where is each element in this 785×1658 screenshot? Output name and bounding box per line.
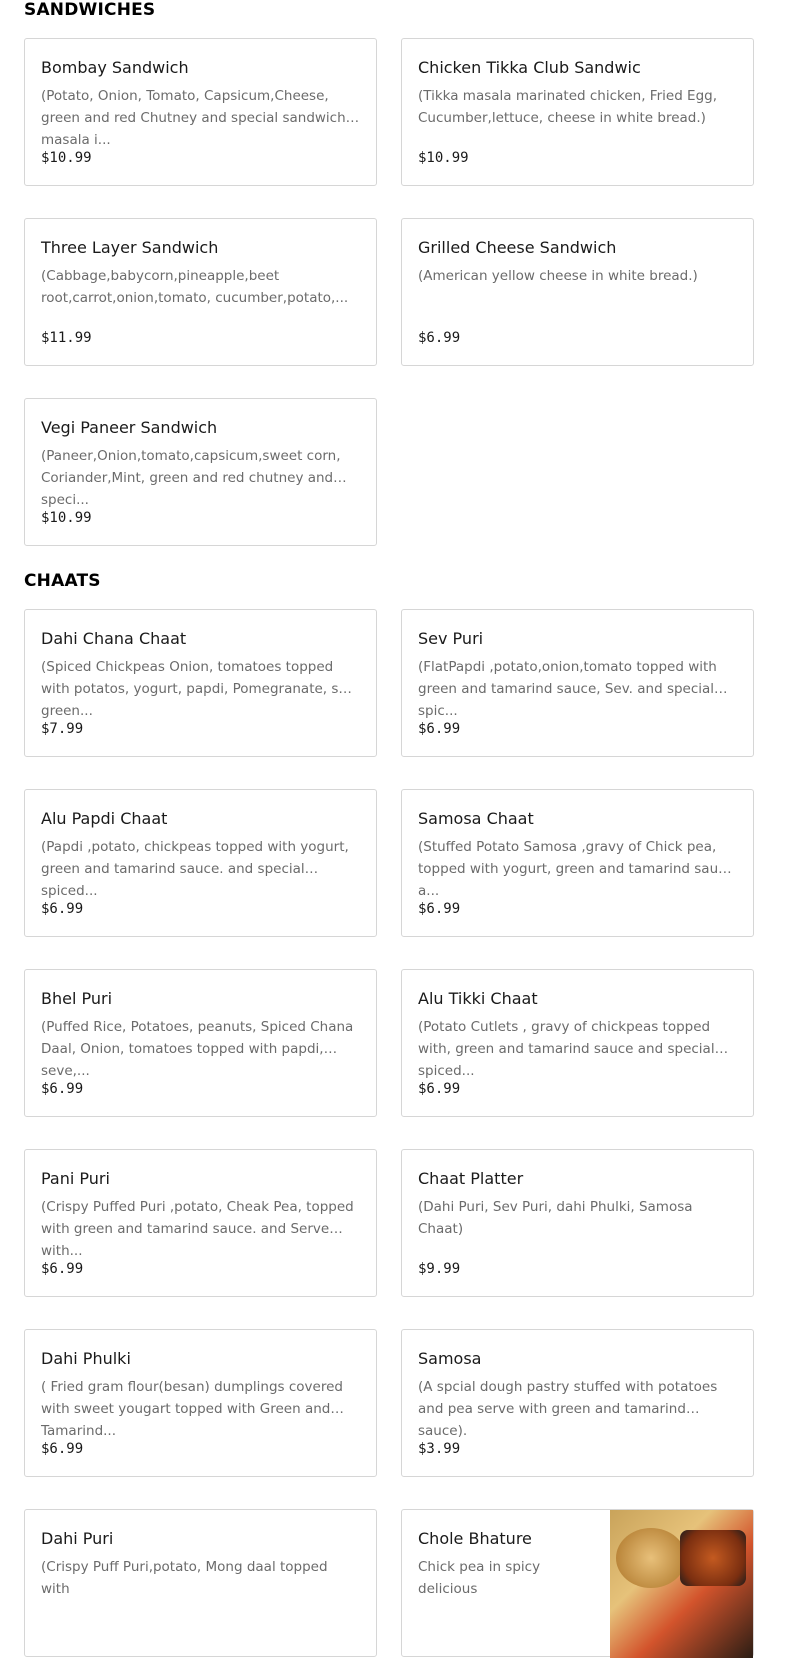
menu-item-samosa[interactable] <box>401 1329 754 1477</box>
item-price: $10.99 <box>41 150 92 166</box>
item-name: Dahi Phulki <box>41 1349 131 1368</box>
item-description: (Dahi Puri, Sev Puri, dahi Phulki, Samosa Chaat) <box>418 1199 693 1237</box>
item-price: $6.99 <box>41 1081 84 1097</box>
item-name: Bhel Puri <box>41 989 113 1008</box>
menu-item-chaat-platter[interactable] <box>401 1149 754 1297</box>
item-name: Alu Tikki Chaat <box>418 989 538 1008</box>
item-description: (FlatPapdi ,potato,onion,tomato topped with green and tamarind sauce, Sev. and special spic... <box>418 659 717 719</box>
menu-item-dahi-phulki[interactable] <box>24 1329 377 1477</box>
menu-item-chole-bhature[interactable] <box>401 1509 754 1657</box>
menu-item-sev-puri[interactable] <box>401 609 754 757</box>
item-name: Pani Puri <box>41 1169 110 1188</box>
item-name: Grilled Cheese Sandwich <box>418 238 617 257</box>
item-price: $6.99 <box>418 721 461 737</box>
section-title-chaats: CHAATS <box>24 571 101 591</box>
item-price: $7.99 <box>41 721 84 737</box>
item-price: $6.99 <box>418 901 461 917</box>
menu-item-pani-puri[interactable] <box>24 1149 377 1297</box>
item-description: (Potato, Onion, Tomato, Capsicum,Cheese, green and red Chutney and special sandwich masala i... <box>41 88 346 148</box>
item-price: $10.99 <box>418 150 469 166</box>
section-title-sandwiches: SANDWICHES <box>24 0 156 20</box>
item-description: (Potato Cutlets , gravy of chickpeas topped with, green and tamarind sauce and special spiced... <box>418 1019 715 1079</box>
item-price: $3.99 <box>418 1441 461 1457</box>
item-name: Dahi Chana Chaat <box>41 629 187 648</box>
item-name: Alu Papdi Chaat <box>41 809 168 828</box>
item-description: Chick pea in spicy delicious <box>418 1559 541 1597</box>
item-price: $10.99 <box>41 510 92 526</box>
item-description: (Papdi ,potato, chickpeas topped with yogurt, green and tamarind sauce. and special spiced... <box>41 839 349 899</box>
item-photo <box>610 1510 753 1658</box>
chole-bowl <box>680 1530 746 1586</box>
item-price: $6.99 <box>418 330 461 346</box>
item-description: (Puffed Rice, Potatoes, peanuts, Spiced Chana Daal, Onion, tomatoes topped with papdi, seve,... <box>41 1019 354 1079</box>
item-price: $6.99 <box>41 1441 84 1457</box>
menu-item-grilled-cheese-sandwich[interactable] <box>401 218 754 366</box>
item-name: Sev Puri <box>418 629 484 648</box>
menu-item-samosa-chaat[interactable] <box>401 789 754 937</box>
menu-item-dahi-chana-chaat[interactable] <box>24 609 377 757</box>
menu-item-chicken-tikka-club-sandwich[interactable] <box>401 38 754 186</box>
item-name: Samosa <box>418 1349 482 1368</box>
menu-item-alu-papdi-chaat[interactable] <box>24 789 377 937</box>
item-name: Chaat Platter <box>418 1169 524 1188</box>
item-description: (Cabbage,babycorn,pineapple,beet root,carrot,onion,tomato, cucumber,potato,... <box>41 268 349 306</box>
menu-item-bombay-sandwich[interactable] <box>24 38 377 186</box>
item-price: $6.99 <box>41 1261 84 1277</box>
item-name: Three Layer Sandwich <box>41 238 219 257</box>
item-description: (Paneer,Onion,tomato,capsicum,sweet corn, Coriander,Mint, green and red chutney and speci... <box>41 448 341 508</box>
item-price: $6.99 <box>418 1081 461 1097</box>
item-description: (American yellow cheese in white bread.) <box>418 268 698 284</box>
item-description: (Stuffed Potato Samosa ,gravy of Chick pea, topped with yogurt, green and tamarind sauce a... <box>418 839 734 899</box>
item-name: Chicken Tikka Club Sandwic <box>418 58 641 77</box>
item-price: $9.99 <box>418 1261 461 1277</box>
item-price: $6.99 <box>41 901 84 917</box>
menu-item-dahi-puri[interactable] <box>24 1509 377 1657</box>
item-name: Dahi Puri <box>41 1529 114 1548</box>
item-name: Vegi Paneer Sandwich <box>41 418 218 437</box>
item-name: Bombay Sandwich <box>41 58 189 77</box>
menu-item-vegi-paneer-sandwich[interactable] <box>24 398 377 546</box>
menu-item-bhel-puri[interactable] <box>24 969 377 1117</box>
bhature-plate <box>616 1528 686 1588</box>
menu-item-three-layer-sandwich[interactable] <box>24 218 377 366</box>
item-description: (Spiced Chickpeas Onion, tomatoes topped with potatos, yogurt, papdi, Pomegranate, sev, green... <box>41 659 360 719</box>
item-description: (A spcial dough pastry stuffed with potatoes and pea serve with green and tamarind sauce). <box>418 1379 718 1439</box>
item-description: (Tikka masala marinated chicken, Fried Egg, Cucumber,lettuce, cheese in white bread.) <box>418 88 718 126</box>
item-name: Chole Bhature <box>418 1529 532 1548</box>
item-description: (Crispy Puff Puri,potato, Mong daal topped with <box>41 1559 328 1597</box>
item-description: (Crispy Puffed Puri ,potato, Cheak Pea, topped with green and tamarind sauce. and Serve with... <box>41 1199 354 1259</box>
menu-item-alu-tikki-chaat[interactable] <box>401 969 754 1117</box>
item-name: Samosa Chaat <box>418 809 534 828</box>
item-price: $11.99 <box>41 330 92 346</box>
item-description: ( Fried gram flour(besan) dumplings covered with sweet yougart topped with Green and Tamarind... <box>41 1379 343 1439</box>
